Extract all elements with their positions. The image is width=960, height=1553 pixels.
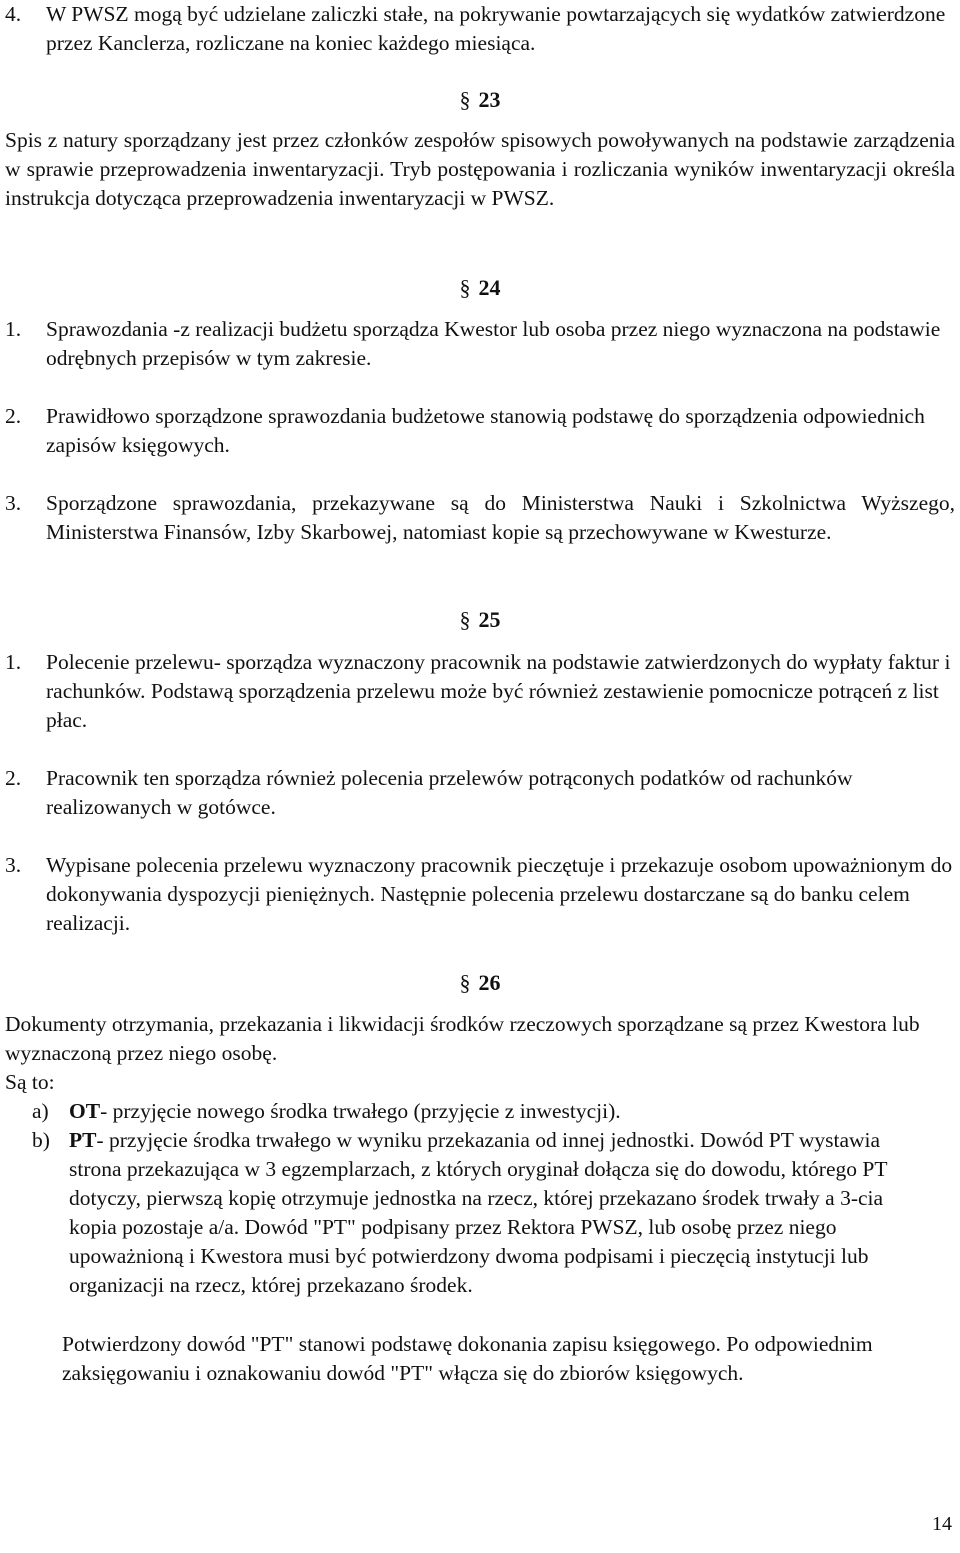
item-number: 3.	[5, 853, 22, 877]
list-item	[5, 402, 955, 460]
item-number: 2.	[5, 404, 22, 428]
item-text: Pracownik ten sporządza również polecenia przelewów potrąconych podatków od rachunków realizowanych w gotówce.	[46, 766, 853, 819]
section-paragraph: Dokumenty otrzymania, przekazania i likwidacji środków rzeczowych sporządzane są przez Kwestora lub wyznaczoną przez niego osobę.	[5, 1012, 920, 1065]
item-text: Sprawozdania -z realizacji budżetu sporządza Kwestor lub osoba przez niego wyznaczona na podstawie odrębnych przepisów w tym zakresie.	[46, 317, 941, 370]
list-body	[69, 1126, 932, 1300]
section-number: 23	[478, 87, 501, 112]
page-number: 14	[932, 1513, 952, 1535]
section-number: 25	[478, 607, 501, 632]
list-item	[5, 0, 955, 58]
list-item	[5, 764, 955, 822]
item-text: Prawidłowo sporządzone sprawozdania budżetowe stanowią podstawę do sporządzenia odpowiednich zapisów księgowych.	[46, 404, 925, 457]
section-sign: §	[459, 87, 471, 112]
closing-paragraph: Potwierdzony dowód "PT" stanowi podstawę dokonania zapisu księgowego. Po odpowiednim zaksięgowaniu i oznakowaniu dowód "PT" włącza się do zbiorów księgowych.	[62, 1332, 873, 1385]
list-label: b)	[32, 1128, 50, 1152]
list-item	[5, 489, 955, 547]
section-paragraph: Spis z natury sporządzany jest przez członków zespołów spisowych powoływanych na podstawie zarządzenia w sprawie przeprowadzenia inwentaryzacji. Tryb postępowania i rozliczania wyników inwentaryzacji określa instrukcja dotycząca przeprowadzenia inwentaryzacji w PWSZ.	[5, 128, 955, 210]
list-item	[5, 315, 955, 373]
document-code: OT	[69, 1099, 101, 1123]
item-text: Sporządzone sprawozdania, przekazywane są do Ministerstwa Nauki i Szkolnictwa Wyższego, Ministerstwa Finansów, Izby Skarbowej, natomiast kopie są przechowywane w Kwesturze.	[46, 491, 955, 544]
document-code: PT	[69, 1128, 97, 1152]
list-body	[69, 1097, 932, 1126]
section-number: 26	[478, 970, 501, 995]
list-item	[5, 851, 955, 938]
item-number: 1.	[5, 317, 22, 341]
item-text: Wypisane polecenia przelewu wyznaczony pracownik pieczętuje i przekazuje osobom upoważnionym do dokonywania dyspozycji pieniężnych. Następnie polecenia przelewu dostarczane są do banku celem realizacji.	[46, 853, 953, 935]
item-text: W PWSZ mogą być udzielane zaliczki stałe, na pokrywanie powtarzających się wydatków zatwierdzone przez Kanclerza, rozliczane na koniec każdego miesiąca.	[46, 2, 946, 55]
item-number: 3.	[5, 491, 22, 515]
list-item	[32, 1126, 932, 1300]
list-item	[5, 648, 955, 735]
list-text: - przyjęcie nowego środka trwałego (przyjęcie z inwestycji).	[100, 1099, 621, 1123]
section-heading-26	[0, 968, 960, 997]
section-heading-24	[0, 273, 960, 302]
section-heading-25	[0, 605, 960, 634]
list-label: a)	[32, 1099, 49, 1123]
section-sign: §	[459, 970, 471, 995]
section-heading-23	[0, 85, 960, 114]
item-number: 1.	[5, 650, 22, 674]
item-number: 4.	[5, 2, 22, 26]
item-number: 2.	[5, 766, 22, 790]
item-text: Polecenie przelewu- sporządza wyznaczony pracownik na podstawie zatwierdzonych do wypłaty faktur i rachunków. Podstawą sporządzenia przelewu może być również zestawienie pomocnicze potrąceń z list płac.	[46, 650, 951, 732]
list-item	[32, 1097, 932, 1126]
list-text: - przyjęcie środka trwałego w wyniku przekazania od innej jednostki. Dowód PT wystawia strona przekazująca w 3 egzemplarzach, z których oryginał dołącza się do dowodu, którego PT dotyczy, pierwszą kopię otrzymuje jednostka na rzecz, której przekazano środek trwały a 3-cia kopia pozostaje a/a. Dowód "PT" podpisany przez Rektora PWSZ, lub osobę przez niego upoważnioną i Kwestora musi być potwierdzony dwoma podpisami i pieczęcią instytucji lub organizacji na rzecz, której przekazano środek.	[69, 1128, 888, 1297]
section-sign: §	[459, 607, 471, 632]
section-number: 24	[478, 275, 501, 300]
section-sign: §	[459, 275, 471, 300]
list-intro: Są to:	[5, 1070, 55, 1094]
